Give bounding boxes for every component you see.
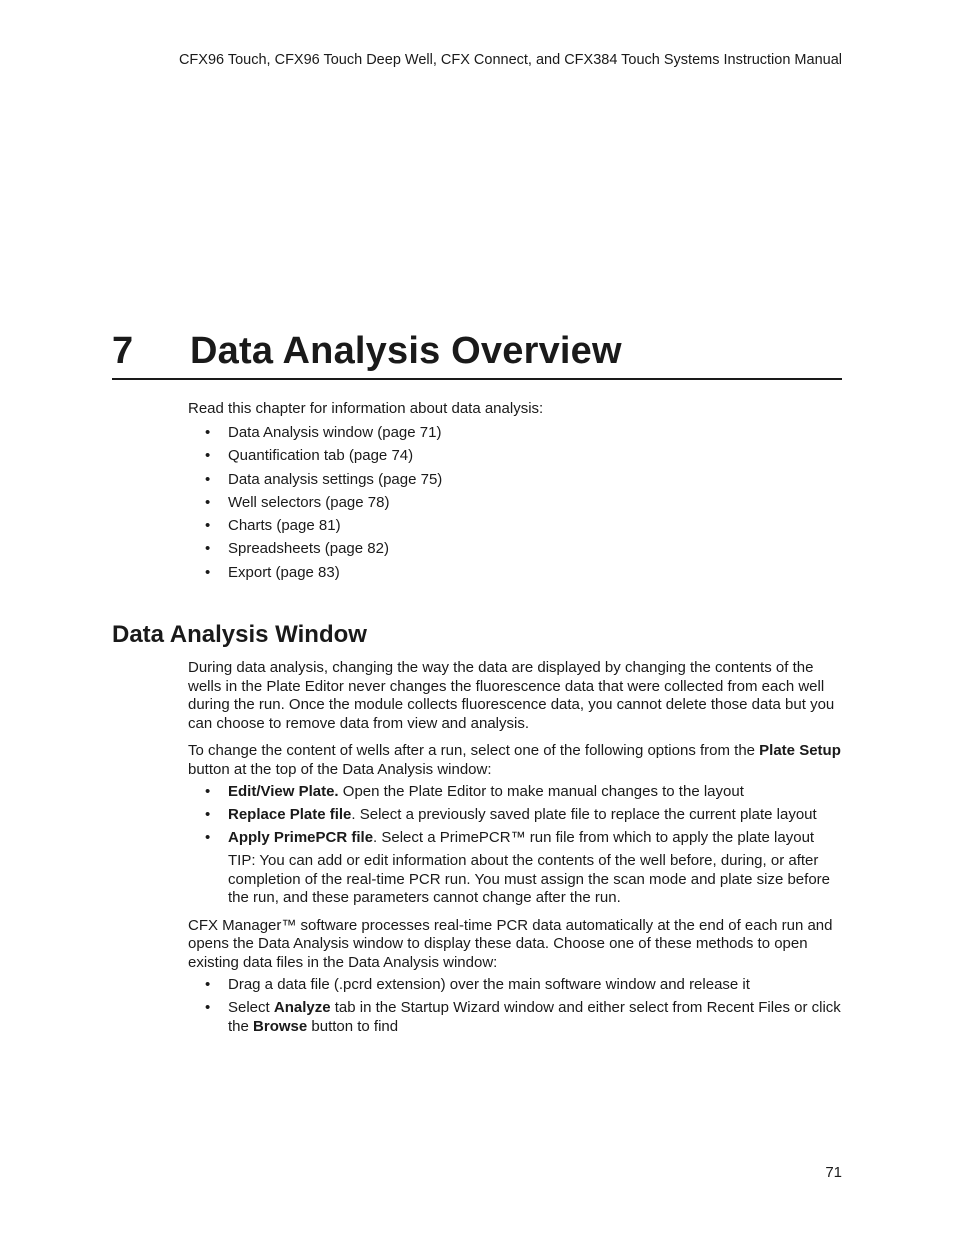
bullet-icon: • [205,424,211,441]
bullet-icon: • [205,783,211,800]
paragraph [188,742,842,779]
running-header: CFX96 Touch, CFX96 Touch Deep Well, CFX Connect, and CFX384 Touch Systems Instruction Manual [178,52,842,68]
plate-setup-options-list [188,783,842,848]
chapter-heading [112,326,842,380]
list-item [188,806,842,825]
chapter-number: 7 [112,330,134,372]
tip-note: TIP: You can add or edit information about the contents of the well before, during, or after completion of the real-time PCR run. You must assign the scan mode and plate size before the run, and these parameters cannot change after the run. [228,852,830,906]
list-item [188,539,842,562]
paragraph: CFX Manager™ software processes real-time PCR data automatically at the end of each run and opens the Data Analysis window to display these data. Choose one of these methods to open existing data files in the Data Analysis window: [188,916,833,971]
bullet-icon: • [205,470,211,488]
bullet-icon: • [205,517,211,535]
section-body [188,659,842,1041]
bullet-icon: • [205,493,211,511]
bold-term: Replace Plate file [228,806,352,823]
bold-term: Edit/View Plate. [228,783,339,800]
list-item [188,829,842,848]
text-run: tab in the Startup Wizard window and either select from Recent Files or click the [228,999,841,1035]
list-item [188,516,842,539]
bullet-icon: • [205,829,211,846]
list-item-text: Spreadsheets (page 82) [228,540,389,558]
intro-text: Read this chapter for information about data analysis: [188,400,544,417]
open-methods-list [188,976,842,1036]
list-item [188,446,842,469]
list-item [188,976,842,995]
bold-term: Analyze [273,999,331,1016]
list-item-text: Data Analysis window (page 71) [228,424,442,441]
bullet-icon: • [205,540,211,558]
bullet-icon: • [205,806,211,823]
bullet-icon: • [205,976,211,993]
bullet-icon: • [205,563,211,581]
list-item [188,563,842,586]
chapter-intro [188,399,842,586]
text-run: . Select a previously saved plate file to replace the current plate layout [351,806,817,823]
list-item [188,470,842,493]
bold-term: Plate Setup [759,742,841,759]
bold-term: Apply PrimePCR file [228,829,374,846]
section-title: Data Analysis Window [112,621,367,648]
text-run: Open the Plate Editor to make manual changes to the layout [338,783,744,800]
text-run: Select [228,999,274,1016]
chapter-title: Data Analysis Overview [190,330,622,372]
text-run: button to find [307,1017,399,1035]
bullet-icon: • [205,447,211,465]
list-item [188,423,842,446]
bullet-icon: • [205,999,211,1016]
list-item [188,999,842,1036]
list-item-text: Quantification tab (page 74) [228,447,414,465]
bold-term: Browse [253,1017,308,1035]
text-run: To change the content of wells after a run, select one of the following options from the [188,742,760,759]
text-run: button at the top of the Data Analysis window: [188,760,492,778]
list-item-text: Well selectors (page 78) [228,493,390,511]
list-item-text: Charts (page 81) [228,517,341,535]
list-item-text: Export (page 83) [228,563,340,581]
chapter-contents-list [188,423,842,586]
list-item-text: Data analysis settings (page 75) [228,470,443,488]
page-number: 71 [825,1164,842,1181]
text-run: Drag a data file (.pcrd extension) over the main software window and release it [228,976,750,993]
text-run: . Select a PrimePCR™ run file from which to apply the plate layout [373,829,815,846]
list-item [188,783,842,802]
paragraph: During data analysis, changing the way the data are displayed by changing the contents of the wells in the Plate Editor never changes the fluorescence data that were collected from each well during the run. Once the module collects fluorescence data, you cannot delete those data but you can choose to remove data from view and analysis. [188,659,835,732]
list-item [188,493,842,516]
